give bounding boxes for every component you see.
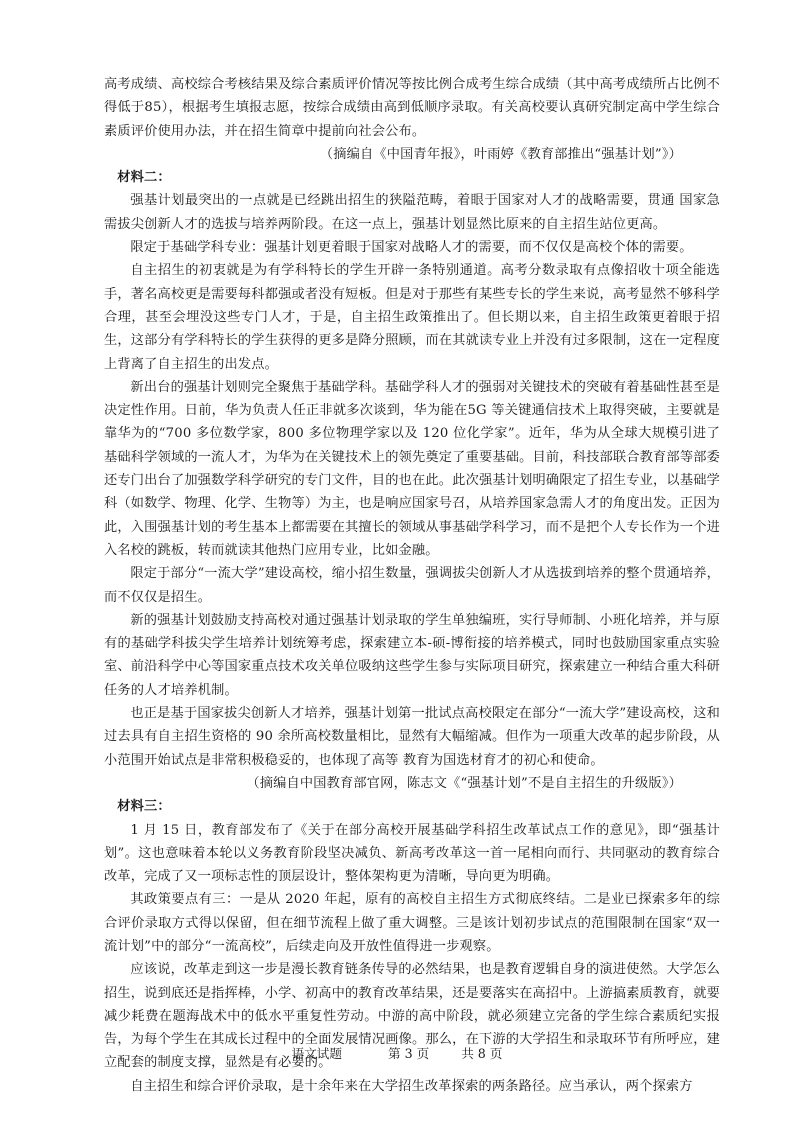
paragraph: 自主招生和综合评价录取，是十余年来在大学招生改革探索的两条路径。应当承认，两个探索方 <box>130 1078 693 1094</box>
footer-total-pages: 共 8 页 <box>461 1046 503 1061</box>
section-heading-material-2: 材料二： <box>117 170 171 186</box>
paragraph: 1 月 15 日，教育部发布了《关于在部分高校开展基础学科招生改革试点工作的意见》，即“强基计划”。这也意味着本轮以义务教育阶段坚决减负、新高考改革这一首一尾相向而行、共同驱动的教育综合改革，完成了又一项标志性的顶层设计，整体架构更为清晰，导向更为明确。 <box>104 822 720 885</box>
article-body <box>104 73 720 1098</box>
section-heading-material-3: 材料三： <box>117 799 171 815</box>
paragraph: 限定于基础学科专业：强基计划更着眼于国家对战略人才的需要，而不仅仅是高校个体的需要。 <box>130 240 693 256</box>
paragraph: 其政策要点有三：一是从 2020 年起，原有的高校自主招生方式彻底终结。二是业已探索多年的综合评价录取方式得以保留，但在细节流程上做了重大调整。三是该计划初步试点的范围限制在国家“双一流计划”中的部分“一流高校”，后续走向及开放性值得进一步观察。 <box>104 892 720 954</box>
source-citation-1: （摘编自《中国青年报》，叶雨婷《教育部推出“强基计划”》） <box>319 146 682 162</box>
paragraph: 新的强基计划鼓励支持高校对通过强基计划录取的学生单独编班，实行导师制、小班化培养，并与原有的基础学科拔尖学生培养计划统筹考虑，探索建立本-硕-博衔接的培养模式，同时也鼓励国家重点实验室、前沿科学中心等国家重点技术攻关单位吸纳这些学生参与实际项目研究，探索建立一种结合重大科研任务的人才培养机制。 <box>104 612 720 698</box>
paragraph: 限定于部分“一流大学”建设高校，缩小招生数量，强调拔尖创新人才从选拔到培养的整个贯通培养，而不仅仅是招生。 <box>104 566 720 605</box>
paragraph: 强基计划最突出的一点就是已经跳出招生的狭隘范畴，着眼于国家对人才的战略需要，贯通 国家急需拔尖创新人才的选拔与培养两阶段。在这一点上，强基计划显然比原来的自主招生站位更高。 <box>104 193 720 232</box>
source-citation-2: （摘编自中国教育部官网，陈志文《“强基计划”不是自主招生的升级版》） <box>246 775 682 791</box>
paragraph: 应该说，改革走到这一步是漫长教育链条传导的必然结果，也是教育逻辑自身的演进使然。大学怎么招生，说到底还是指挥棒，小学、初高中的教育改革结果，还是要落实在高招中。上游搞素质教育，就要减少耗费在题海战术中的低水平重复性劳动。中游的高中阶段，就必须建立完备的学生综合素质纪实报告，为每个学生在其成长过程中的全面发展情况画像。那么，在下游的大学招生和录取环节有所呼应，建立配套的制度支撑，显然是有必要的。 <box>104 962 720 1071</box>
footer-subject: 语文试题 <box>291 1046 342 1061</box>
paragraph: 自主招生的初衷就是为有学科特长的学生开辟一条特别通道。高考分数录取有点像招收十项全能选手，著名高校更是需要每科都强或者没有短板。但是对于那些有某些专长的学生来说，高考显然不够科学合理，甚至会埋没这些专门人才，于是，自主招生政策推出了。但长期以来，自主招生政策更着眼于招生，这部分有学科特长的学生获得的更多是降分照顾，而在其就读专业上并没有过多限制，这在一定程度上背离了自主招生的出发点。 <box>104 263 720 372</box>
paragraph-continuation: 高考成绩、高校综合考核结果及综合素质评价情况等按比例合成考生综合成绩（其中高考成绩所占比例不得低于85），根据考生填报志愿，按综合成绩由高到低顺序录取。有关高校要认真研究制定高中学生综合素质评价使用办法，并在招生简章中提前向社会公布。 <box>104 77 720 139</box>
paragraph: 新出台的强基计划则完全聚焦于基础学科。基础学科人才的强弱对关键技术的突破有着基础性甚至是决定性作用。日前，华为负责人任正非就多次谈到，华为能在5G 等关键通信技术上取得突破，主要就是靠华为的“700 多位数学家，800 多位物理学家以及 120 位化学家”。近年，华为从全球大规模引进了基础科学领域的一流人才，为华为在关键技术上的领先奠定了重要基础。目前，科技部联合教育部等部委还专门出台了加强数学科学研究的专门文件，目的也在此。此次强基计划明确限定了招生专业，以基础学科（如数学、物理、化学、生物等）为主，也是响应国家号召，从培养国家急需人才的角度出发。正因为此，入围强基计划的考生基本上都需要在其擅长的领域从事基础学科学习，而不是把个人专长作为一个进入名校的跳板，转而就读其他热门应用专业，比如金融。 <box>104 379 720 558</box>
footer-page-number: 第 3 页 <box>387 1046 430 1061</box>
paragraph: 也正是基于国家拔尖创新人才培养，强基计划第一批试点高校限定在部分“一流大学”建设高校，这和过去具有自主招生资格的 90 余所高校数量相比，显然有大幅缩减。但作为一项重大改革的起步阶段，从小范围开始试点是非常积极稳妥的，也体现了高等 教育为国选材育才的初心和使命。 <box>104 706 720 768</box>
page-footer <box>0 1043 794 1062</box>
